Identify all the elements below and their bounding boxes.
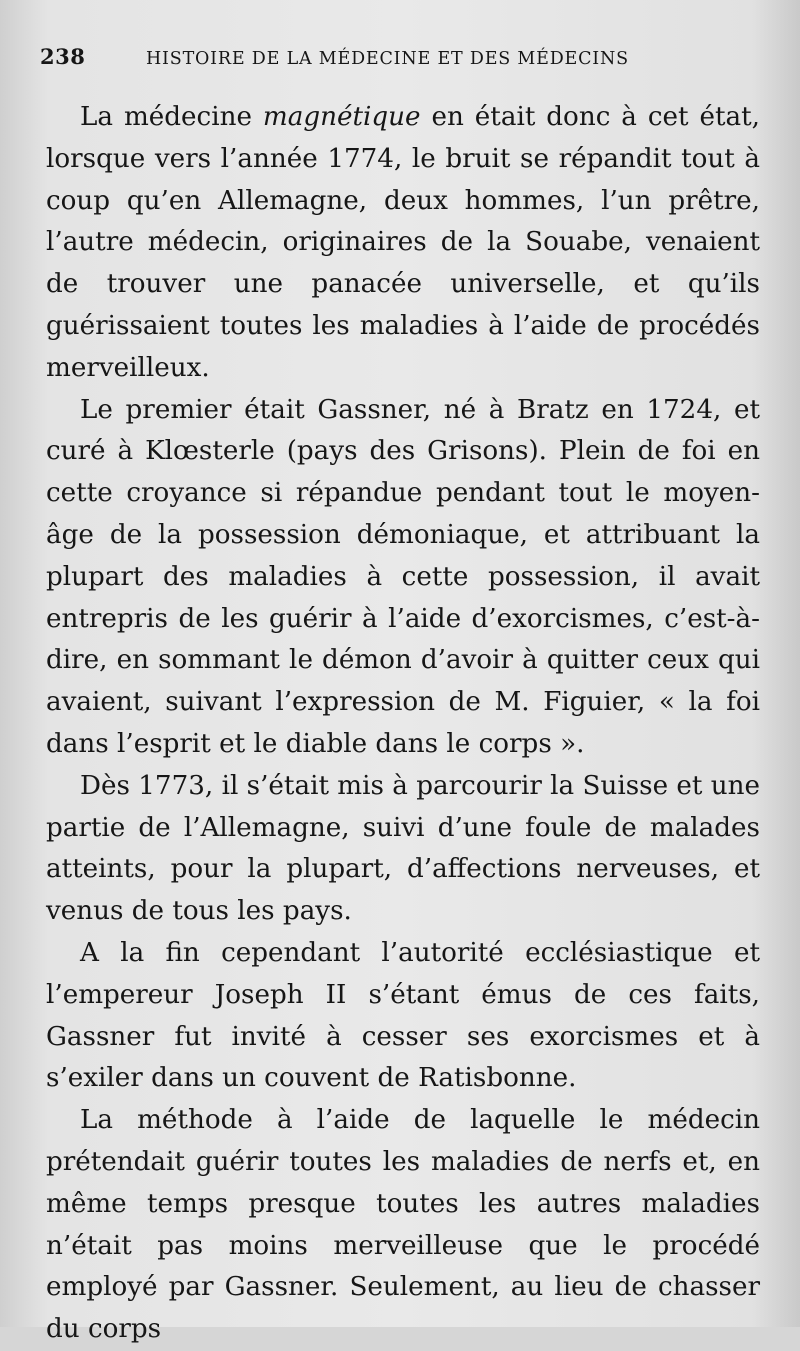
page-number: 238 — [40, 44, 86, 69]
paragraph-2: Le premier était Gassner, né à Bratz en 1724, et curé à Klœsterle (pays des Grisons). Plein de foi en cette croyance si répandue pendant tout le moyen-âge de la possession démoniaque, et attribuant la plupart des maladies à cette possession, il avait entrepris de les guérir à l’aide d’exorcismes, c’est-à-dire, en sommant le démon d’avoir à quitter ceux qui avaient, suivant l’expression de M. Figuier, « la foi dans l’esprit et le diable dans le corps ». — [46, 394, 760, 759]
running-title: HISTOIRE DE LA MÉDECINE ET DES MÉDECINS — [146, 49, 629, 69]
paragraph-1-rest: en était donc à cet état, lorsque vers l’année 1774, le bruit se répandit tout à coup qu’en Allemagne, deux hommes, l’un prêtre, l’autre médecin, originaires de la Souabe, venaient de trouver une panacée universelle, et qu’ils guérissaient toutes les maladies à l’aide de procédés merveilleux. — [46, 102, 761, 383]
paragraph-5: La méthode à l’aide de laquelle le médecin prétendait guérir toutes les maladies de nerfs et, en même temps presque toutes les autres maladies n’était pas moins merveilleuse que le procédé employé par Gassner. Seulement, au lieu de chasser du corps — [46, 1105, 760, 1345]
paragraph-4: A la fin cependant l’autorité ecclésiastique et l’empereur Joseph II s’étant émus de ces faits, Gassner fut invité à cesser ses exorcismes et à s’exiler dans un couvent de Ratisbonne. — [46, 937, 760, 1094]
paragraph-3: Dès 1773, il s’était mis à parcourir la Suisse et une partie de l’Allemagne, suivi d’une foule de malades atteints, pour la plupart, d’affections nerveuses, et venus de tous les pays. — [46, 770, 760, 927]
paragraph-1 — [46, 97, 760, 390]
running-head — [40, 44, 660, 78]
body-text — [46, 97, 760, 1351]
paragraph-1-emphasis: magnétique — [262, 102, 421, 132]
paragraph-1-lead: La médecine — [80, 102, 263, 132]
